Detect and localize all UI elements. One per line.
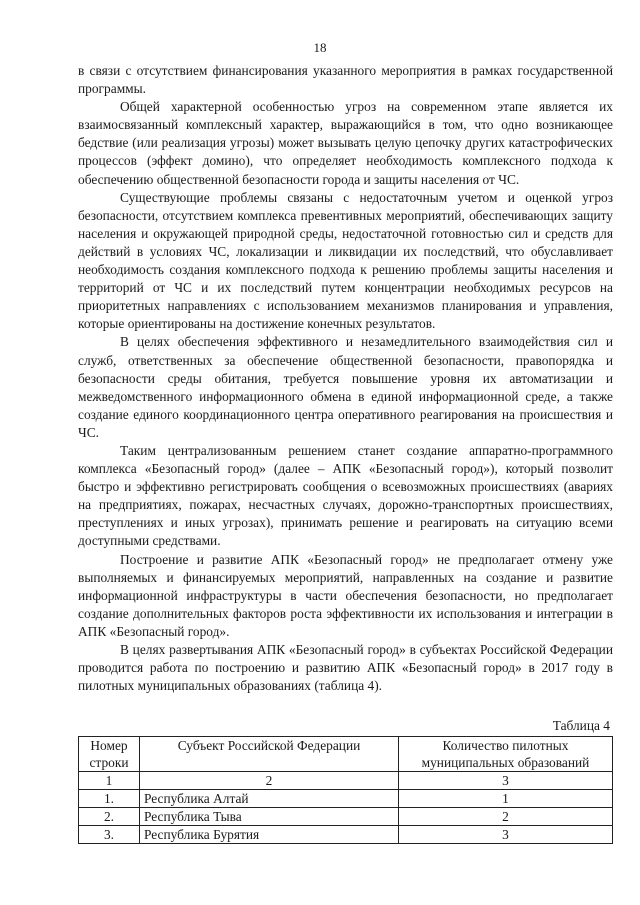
header-subject: Субъект Российской Федерации (140, 737, 399, 772)
paragraph: В целях обеспечения эффективного и незамедлительного взаимодействия сил и служб, ответственных за обеспечение общественной безопасности, правопорядка и безопасности среды обитания, требуется повышение уровня их автоматизации и межведомственного информационного обмена в единой информационной среде, а также создание единого координационного центра оперативного реагирования на происшествия и ЧС. (78, 334, 613, 440)
table-caption: Таблица 4 (552, 718, 610, 733)
table-cell: 2 (140, 772, 399, 790)
header-row-number: Номер строки (79, 737, 140, 772)
table-cell: 3. (79, 826, 140, 844)
table-cell: 1 (79, 772, 140, 790)
paragraph: Существующие проблемы связаны с недостаточным учетом и оценкой угроз безопасности, отсутствием комплекса превентивных мероприятий, обеспечивающих защиту населения и окружающей природной среды, недостаточной готовностью сил и средств для действий в условиях ЧС, локализации и ликвидации их последствий, что обуславливает необходимость создания комплексного подхода к решению проблемы защиты населения и территорий от ЧС и их последствий путем концентрации необходимых ресурсов на приоритетных направлениях с использованием механизмов планирования и управления, которые ориентированы на достижение конечных результатов. (78, 189, 613, 332)
table-index-row (79, 772, 613, 790)
table-row (79, 808, 613, 826)
table-cell: Республика Алтай (140, 790, 399, 808)
table-cell: 2 (399, 808, 613, 826)
table-cell: 3 (399, 772, 613, 790)
table-cell: Республика Тыва (140, 808, 399, 826)
body-text (78, 62, 613, 695)
paragraph: Общей характерной особенностью угроз на современном этапе является их взаимосвязанный комплексный характер, выражающийся в том, что одно возникающее бедствие (или реализация угрозы) может вызывать целую цепочку других катастрофических процессов (эффект домино), что определяет необходимость комплексного подхода к обеспечению общественной безопасности города и защиты населения от ЧС. (78, 99, 613, 187)
header-count: Количество пилотных муниципальных образований (399, 737, 613, 772)
page-number: 18 (313, 40, 327, 55)
table-cell: 1 (399, 790, 613, 808)
table-cell: 3 (399, 826, 613, 844)
paragraph: Построение и развитие АПК «Безопасный город» не предполагает отмену уже выполняемых и финансируемых мероприятий, направленных на создание и развитие информационной инфраструктуры в части обеспечения безопасности, но предполагает создание дополнительных факторов роста эффективности их использования и интеграции в АПК «Безопасный город». (78, 551, 613, 639)
table-cell: 1. (79, 790, 140, 808)
paragraph: Таким централизованным решением станет создание аппаратно-программного комплекса «Безопасный город» (далее – АПК «Безопасный город»), который позволит быстро и эффективно регистрировать сообщения о всевозможных происшествиях (авариях на предприятиях, пожарах, несчастных случаях, дорожно-транспортных происшествиях, преступлениях и иных угрозах), принимать решение и реагировать на ситуацию всеми доступными средствами. (78, 442, 613, 549)
pilot-table (78, 736, 613, 844)
table-row (79, 790, 613, 808)
paragraph: в связи с отсутствием финансирования указанного мероприятия в рамках государственной программы. (78, 63, 613, 97)
paragraph: В целях развертывания АПК «Безопасный город» в субъектах Российской Федерации проводится работа по построению и развитию АПК «Безопасный город» в 2017 году в пилотных муниципальных образованиях (таблица 4). (78, 642, 613, 694)
table-cell: 2. (79, 808, 140, 826)
table-row (79, 826, 613, 844)
table-cell: Республика Бурятия (140, 826, 399, 844)
table-header-row (79, 737, 613, 772)
